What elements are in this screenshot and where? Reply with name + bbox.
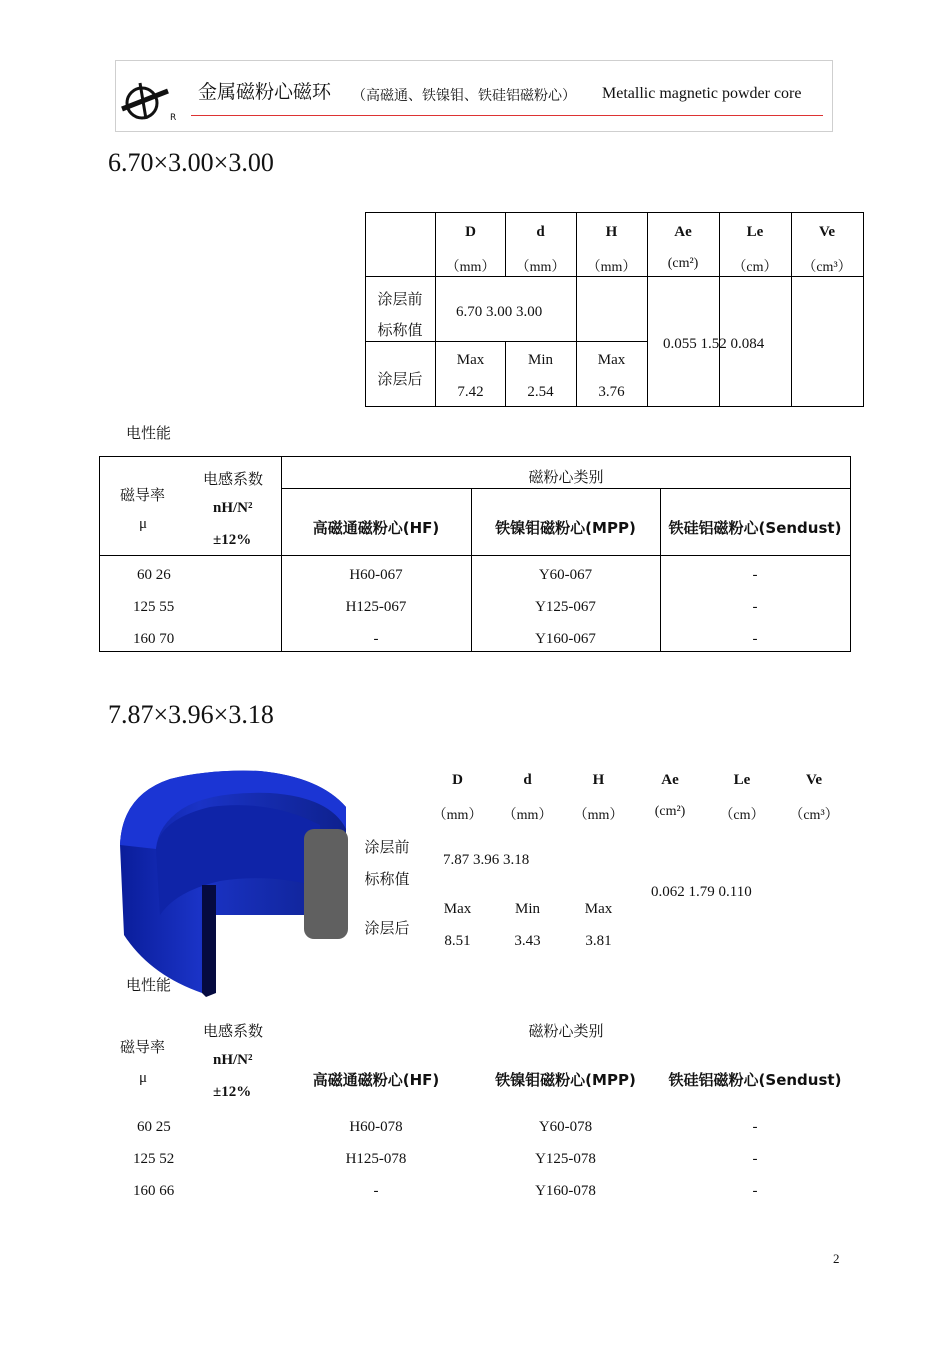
inductance-label: 电感系数 [203,1022,264,1040]
col-header-d: d [523,772,532,788]
col-unit-Le: （cm） [732,260,778,275]
nominal-values: 6.70 3.00 3.00 [456,304,543,320]
company-logo-icon [120,79,170,125]
mpp-part: Y60-078 [538,1119,593,1135]
mu-symbol: μ [139,1070,148,1086]
max-label: Max [456,352,485,368]
header-subtitle: （高磁通、铁镍钼、铁硅铝磁粉心） [352,88,576,104]
mu-al-value: 125 55 [133,599,175,615]
row-label-after-coating: 涂层后 [377,370,423,388]
col-unit-H: （mm） [573,808,624,823]
mpp-part: Y125-078 [535,1151,596,1167]
mu-symbol: μ [139,516,148,532]
inductance-tolerance: ±12% [213,532,252,548]
col-header-Le: Le [733,772,751,788]
max-D-value: 7.42 [457,384,484,400]
col-unit-Ve: （cm³） [789,808,839,823]
col-unit-D: （mm） [445,260,496,275]
col-header-H: H [592,772,605,788]
min-label: Min [527,352,553,368]
ae-le-ve-values: 0.055 1.52 0.084 [663,336,765,352]
header-english-title: Metallic magnetic powder core [602,85,802,102]
col-unit-Ve: （cm³） [802,260,852,275]
mpp-header: 铁镍钼磁粉心(MPP) [495,1071,636,1089]
hf-part: - [373,1183,379,1199]
col-header-d: d [536,224,545,240]
performance-table [99,1008,852,1204]
col-header-D: D [465,224,476,240]
inductance-unit: nH/N² [213,500,253,516]
max-label: Max [443,901,472,917]
col-header-Ve: Ve [818,224,836,240]
min-label: Min [514,901,540,917]
hf-part: H125-078 [345,1151,407,1167]
col-unit-d: （mm） [515,260,566,275]
mpp-part: Y160-067 [535,631,596,647]
hf-part: H125-067 [345,599,407,615]
col-unit-d: （mm） [502,808,553,823]
sendust-header: 铁硅铝磁粉心(Sendust) [668,1071,842,1089]
mu-al-value: 160 70 [133,631,175,647]
col-unit-Ae: (cm²) [654,804,686,819]
sendust-part: - [752,1119,758,1135]
page-header [115,60,833,132]
row-label-before-coating: 涂层前 [364,838,410,856]
mpp-header: 铁镍钼磁粉心(MPP) [495,519,636,537]
page-number: 2 [833,1251,840,1266]
section-heading: 6.70×3.00×3.00 [108,148,274,177]
max-H-value: 3.81 [585,933,612,949]
col-header-H: H [605,224,618,240]
max-label-2: Max [597,352,626,368]
mu-al-value: 160 66 [133,1183,175,1199]
row-label-after-coating: 涂层后 [364,919,410,937]
permeability-label: 磁导率 [120,1038,166,1056]
sendust-part: - [752,1183,758,1199]
sendust-part: - [752,599,758,615]
sendust-part: - [752,1151,758,1167]
col-unit-Ae: (cm²) [667,256,699,271]
toroid-core-image [110,765,355,1000]
hf-header: 高磁通磁粉心(HF) [312,1071,440,1089]
nominal-values: 7.87 3.96 3.18 [443,852,530,868]
row-label-before-coating: 涂层前 [377,290,423,308]
mu-al-value: 125 52 [133,1151,175,1167]
electric-performance-label: 电性能 [126,976,172,994]
col-header-Ve: Ve [805,772,823,788]
col-unit-H: （mm） [586,260,637,275]
row-label-nominal: 标称值 [364,870,410,888]
col-header-Ae: Ae [674,224,692,240]
mu-al-value: 60 25 [137,1119,171,1135]
row-label-nominal: 标称值 [377,321,423,339]
core-type-label: 磁粉心类别 [528,468,604,486]
col-header-D: D [452,772,463,788]
ae-le-ve-values: 0.062 1.79 0.110 [651,884,752,900]
core-type-label: 磁粉心类别 [528,1022,604,1040]
inductance-label: 电感系数 [203,470,264,488]
hf-part: H60-067 [349,567,403,583]
mpp-part: Y160-078 [535,1183,596,1199]
max-D-value: 8.51 [444,933,471,949]
hf-part: - [373,631,379,647]
inductance-unit: nH/N² [213,1052,253,1068]
permeability-label: 磁导率 [120,486,166,504]
min-d-value: 2.54 [527,384,554,400]
header-rule [191,115,823,116]
section-heading: 7.87×3.96×3.18 [108,700,274,729]
hf-part: H60-078 [349,1119,403,1135]
max-label-2: Max [584,901,613,917]
mpp-part: Y60-067 [538,567,593,583]
max-H-value: 3.76 [598,384,625,400]
logo-mark: R [170,113,177,123]
col-header-Le: Le [746,224,764,240]
dimension-table [365,212,865,407]
performance-table [99,456,852,652]
mu-al-value: 60 26 [137,567,171,583]
hf-header: 高磁通磁粉心(HF) [312,519,440,537]
sendust-part: - [752,631,758,647]
sendust-header: 铁硅铝磁粉心(Sendust) [668,519,842,537]
electric-performance-label: 电性能 [126,424,172,442]
header-title: 金属磁粉心磁环 [198,81,332,103]
inductance-tolerance: ±12% [213,1084,252,1100]
col-unit-D: （mm） [432,808,483,823]
min-d-value: 3.43 [514,933,541,949]
col-header-Ae: Ae [661,772,679,788]
mpp-part: Y125-067 [535,599,596,615]
dimension-table [360,765,860,960]
sendust-part: - [752,567,758,583]
col-unit-Le: （cm） [719,808,765,823]
